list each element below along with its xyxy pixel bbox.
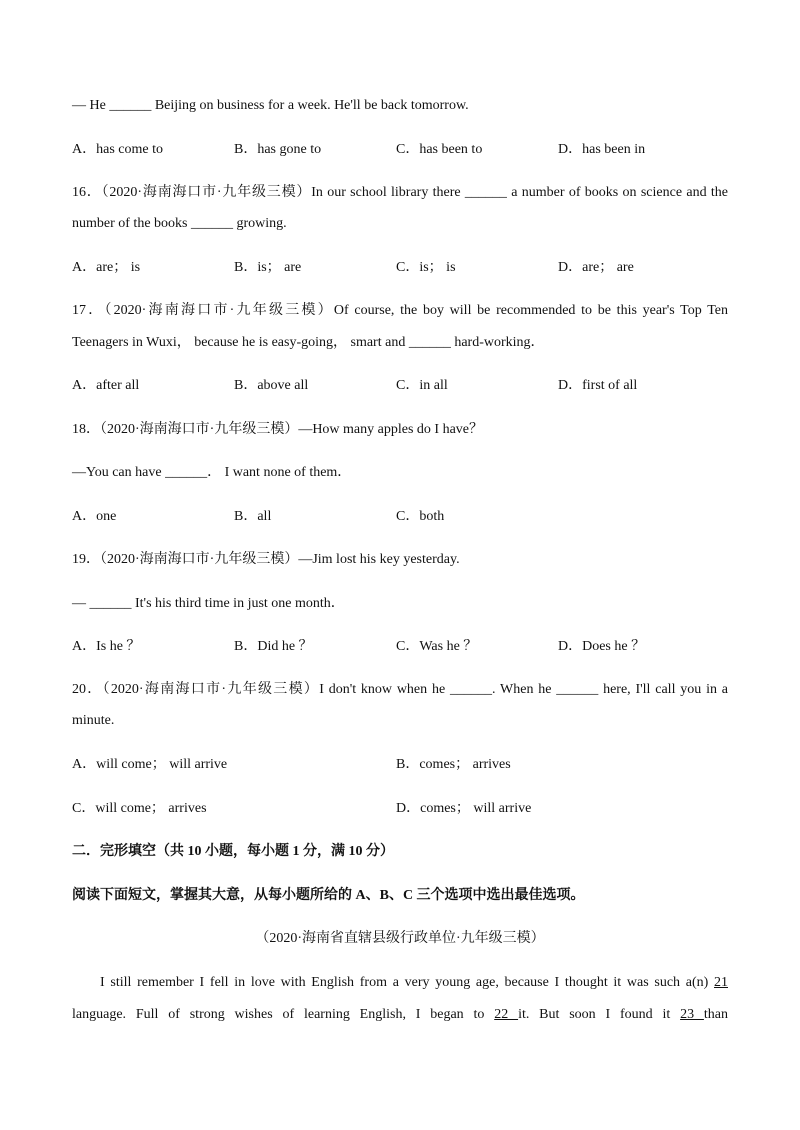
q18-stem-line1: 18．（2020·海南海口市·九年级三模）—How many apples do I have？	[72, 422, 484, 437]
q16-option-c: C．is； is	[396, 260, 456, 275]
q15-option-a: A．has come to	[72, 142, 163, 157]
q18-stem-line2: —You can have ______． I want none of them．	[72, 465, 352, 480]
q20-option-b: B．comes； arrives	[396, 757, 511, 772]
blank-21: 21	[714, 975, 728, 990]
q15-stem: — He ______ Beijing on business for a week. He'll be back tomorrow.	[72, 98, 469, 113]
passage-source: （2020·海南省直辖县级行政单位·九年级三模）	[255, 931, 545, 946]
passage-line1	[100, 973, 728, 993]
passage-text: it. But soon I found it	[518, 1007, 671, 1022]
passage-line2	[72, 1005, 728, 1025]
passage-text: than	[703, 1007, 728, 1022]
q16-stem-line2: number of the books ______ growing.	[72, 216, 287, 231]
q20-option-a: A．will come； will arrive	[72, 757, 228, 772]
blank-22: 22	[494, 1007, 519, 1022]
q19-option-b: B．Did he ？	[234, 639, 313, 654]
q15-option-d: D．has been in	[558, 142, 646, 157]
q19-option-d: D．Does he ？	[558, 639, 646, 654]
q17-option-c: C．in all	[396, 378, 448, 393]
q17-stem-line2: Teenagers in Wuxi， because he is easy-going， smart and ______ hard-working．	[72, 335, 545, 350]
q16-stem-line1: 16．（2020·海南海口市·九年级三模）In our school library there ______ a number of books on science and the	[72, 185, 728, 200]
q20-stem-line2: minute.	[72, 713, 115, 728]
blank-23: 23	[680, 1007, 704, 1022]
q17-option-d: D．first of all	[558, 378, 638, 393]
q17-option-b: B．above all	[234, 378, 309, 393]
q16-option-d: D．are； are	[558, 260, 634, 275]
q15-option-b: B．has gone to	[234, 142, 322, 157]
section-instruction: 阅读下面短文，掌握其大意，从每小题所给的 A、B、C 三个选项中选出最佳选项。	[72, 888, 585, 903]
q17-option-a: A．after all	[72, 378, 140, 393]
section-heading: 二．完形填空（共 10 小题，每小题 1 分，满 10 分）	[72, 844, 394, 859]
q18-option-c: C．both	[396, 509, 445, 524]
q17-stem-line1: 17．（2020·海南海口市·九年级三模）Of course, the boy will be recommended to be this year's Top Ten	[72, 303, 728, 318]
q20-stem-line1: 20．（2020·海南海口市·九年级三模）I don't know when he ______. When he ______ here, I'll call you in a	[72, 682, 728, 697]
q19-stem-line2: — ______ It's his third time in just one month．	[72, 596, 345, 611]
q15-option-c: C．has been to	[396, 142, 483, 157]
q16-option-a: A．are； is	[72, 260, 141, 275]
q19-stem-line1: 19．（2020·海南海口市·九年级三模）—Jim lost his key yesterday.	[72, 552, 460, 567]
q20-option-c: C．will come； arrives	[72, 801, 207, 816]
passage-text: language. Full of strong wishes of learning English, I began to	[72, 1007, 485, 1022]
q19-option-c: C．Was he ？	[396, 639, 478, 654]
passage-text: I still remember I fell in love with English from a very young age, because I thought it was such a(n)	[100, 975, 709, 990]
q18-option-a: A．one	[72, 509, 117, 524]
q19-option-a: A．Is he ？	[72, 639, 141, 654]
q16-option-b: B．is； are	[234, 260, 302, 275]
q18-option-b: B．all	[234, 509, 272, 524]
q20-option-d: D．comes； will arrive	[396, 801, 532, 816]
